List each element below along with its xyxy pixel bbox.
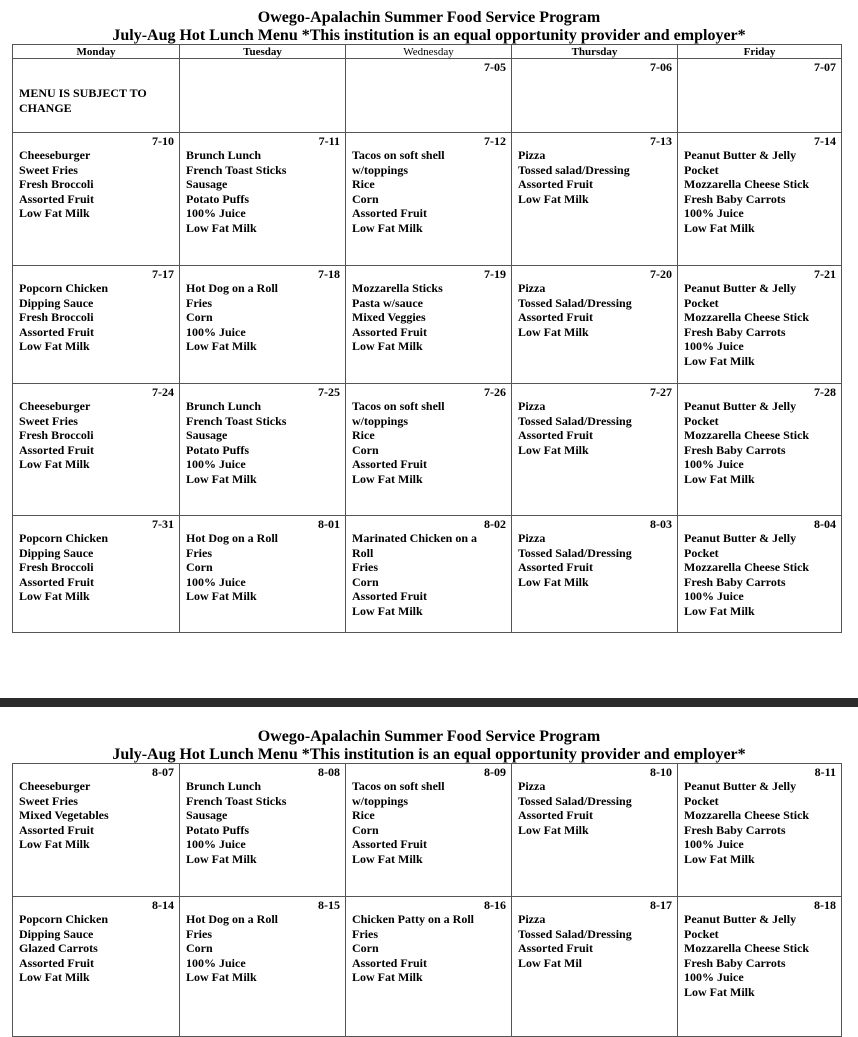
menu-item: Peanut Butter & Jelly — [684, 912, 797, 926]
menu-items — [180, 399, 345, 487]
menu-item: Dipping Sauce — [19, 926, 94, 941]
menu-item: Assorted Fruit — [19, 955, 94, 970]
menu-item: 100% Juice — [684, 339, 744, 354]
menu-item: Peanut Butter & Jelly — [684, 148, 797, 162]
day-cell — [346, 59, 512, 133]
day-cell — [678, 897, 842, 1037]
menu-item: Low Fat Milk — [19, 970, 90, 985]
menu-item: Corn — [352, 941, 379, 956]
menu-item: Low Fat Milk — [19, 837, 90, 852]
menu-item: Pizza — [518, 779, 546, 793]
menu-item: Tacos on soft shell — [352, 148, 445, 162]
day-cell — [346, 764, 512, 897]
menu-item: Mozzarella Cheese Stick — [684, 808, 810, 823]
menu-item: Low Fat Milk — [684, 471, 755, 486]
menu-items — [512, 148, 677, 206]
date-label: 8-09 — [484, 765, 506, 779]
menu-items — [346, 399, 511, 487]
menu-item: Fresh Baby Carrots — [684, 324, 786, 339]
day-cell — [346, 516, 512, 633]
menu-item: Low Fat Milk — [352, 603, 423, 618]
menu-item: Chicken Patty on a Roll — [352, 912, 475, 926]
date-label: 7-11 — [318, 134, 340, 148]
menu-item: Brunch Lunch — [186, 399, 262, 413]
menu-item: Fresh Broccoli — [19, 177, 94, 192]
menu-item: Fresh Broccoli — [19, 560, 94, 575]
day-cell — [678, 516, 842, 633]
menu-item: Fresh Baby Carrots — [684, 191, 786, 206]
menu-item: Corn — [352, 191, 379, 206]
menu-item: Cheeseburger — [19, 148, 91, 162]
menu-items — [346, 779, 511, 867]
date-label: 8-08 — [318, 765, 340, 779]
menu-item: Assorted Fruit — [352, 837, 427, 852]
date-label: 7-25 — [318, 385, 340, 399]
menu-item: Popcorn Chicken — [19, 281, 109, 295]
date-label: 7-13 — [650, 134, 672, 148]
menu-item: Mixed Veggies — [352, 310, 426, 325]
menu-item: Mozzarella Cheese Stick — [684, 177, 810, 192]
menu-item: 100% Juice — [186, 206, 246, 221]
day-cell — [180, 384, 346, 516]
menu-item: Fresh Baby Carrots — [684, 442, 786, 457]
day-cell — [678, 59, 842, 133]
date-label: 7-21 — [814, 267, 836, 281]
header-wednesday: Wednesday — [346, 45, 512, 59]
menu-item: Low Fat Milk — [186, 589, 257, 604]
page2-menu-table — [12, 763, 842, 1037]
day-cell — [13, 516, 180, 633]
menu-item: Mozzarella Cheese Stick — [684, 941, 810, 956]
menu-items — [13, 779, 179, 852]
menu-item: Hot Dog on a Roll — [186, 281, 279, 295]
menu-item: Assorted Fruit — [352, 324, 427, 339]
menu-items — [346, 912, 511, 985]
menu-item: w/toppings — [352, 793, 409, 808]
menu-item: Dipping Sauce — [19, 545, 94, 560]
menu-item: Peanut Butter & Jelly — [684, 779, 797, 793]
day-cell — [13, 133, 180, 266]
day-cell — [346, 897, 512, 1037]
menu-item: Low Fat Milk — [684, 603, 755, 618]
day-cell — [13, 764, 180, 897]
menu-item: Low Fat Milk — [518, 574, 589, 589]
day-cell — [180, 59, 346, 133]
menu-item: Tossed Salad/Dressing — [518, 545, 632, 560]
day-cell — [678, 384, 842, 516]
menu-item: Low Fat Milk — [352, 970, 423, 985]
menu-item: Low Fat Milk — [518, 324, 589, 339]
day-cell — [13, 384, 180, 516]
menu-items — [512, 281, 677, 339]
day-cell — [512, 384, 678, 516]
menu-item: Fries — [186, 926, 212, 941]
date-label: 8-16 — [484, 898, 506, 912]
menu-item: Corn — [186, 310, 213, 325]
date-label: 7-12 — [484, 134, 506, 148]
date-label: 7-26 — [484, 385, 506, 399]
menu-item: Tossed Salad/Dressing — [518, 295, 632, 310]
menu-item: Peanut Butter & Jelly — [684, 281, 797, 295]
menu-item: Mozzarella Sticks — [352, 281, 443, 295]
menu-item: Assorted Fruit — [19, 822, 94, 837]
week0-row — [13, 59, 842, 133]
day-cell — [13, 59, 180, 133]
menu-item: Assorted Fruit — [518, 941, 593, 956]
menu-items — [13, 912, 179, 985]
menu-item: Low Fat Milk — [518, 442, 589, 457]
menu-item: Pizza — [518, 148, 546, 162]
menu-item: Fries — [352, 560, 378, 575]
day-cell — [180, 266, 346, 384]
menu-item: French Toast Sticks — [186, 162, 287, 177]
menu-items — [346, 531, 511, 619]
menu-item: w/toppings — [352, 413, 409, 428]
date-label: 8-07 — [152, 765, 174, 779]
menu-item: 100% Juice — [684, 837, 744, 852]
menu-item: Hot Dog on a Roll — [186, 531, 279, 545]
menu-item: Assorted Fruit — [19, 324, 94, 339]
menu-item: Peanut Butter & Jelly — [684, 399, 797, 413]
menu-item: Assorted Fruit — [352, 589, 427, 604]
menu-item: Low Fat Milk — [186, 339, 257, 354]
menu-item: Low Fat Milk — [186, 471, 257, 486]
menu-item: Mozzarella Cheese Stick — [684, 310, 810, 325]
day-cell — [678, 764, 842, 897]
menu-item: Rice — [352, 428, 375, 443]
menu-item: Corn — [352, 574, 379, 589]
menu-items — [678, 779, 841, 867]
day-cell — [512, 266, 678, 384]
menu-item: 100% Juice — [684, 970, 744, 985]
menu-item: Low Fat Milk — [186, 220, 257, 235]
week-row — [13, 897, 842, 1037]
menu-item: Pocket — [684, 413, 719, 428]
menu-item: Low Fat Milk — [352, 471, 423, 486]
menu-items — [512, 912, 677, 970]
menu-item: Low Fat Milk — [19, 457, 90, 472]
menu-item: Sweet Fries — [19, 413, 78, 428]
day-cell — [512, 764, 678, 897]
menu-item: Cheeseburger — [19, 399, 91, 413]
menu-item: Assorted Fruit — [518, 560, 593, 575]
menu-items — [678, 912, 841, 1000]
menu-item: Brunch Lunch — [186, 779, 262, 793]
menu-item: Low Fat Milk — [352, 220, 423, 235]
date-label: 7-24 — [152, 385, 174, 399]
menu-items — [678, 531, 841, 619]
menu-item: Low Fat Milk — [684, 353, 755, 368]
date-label: 7-27 — [650, 385, 672, 399]
menu-item: Corn — [186, 560, 213, 575]
date-label: 8-11 — [814, 765, 836, 779]
menu-items — [512, 531, 677, 589]
menu-item: Tossed Salad/Dressing — [518, 413, 632, 428]
menu-item: Rice — [352, 177, 375, 192]
menu-item: Low Fat Milk — [352, 339, 423, 354]
date-label: 8-02 — [484, 517, 506, 531]
date-label: 8-15 — [318, 898, 340, 912]
day-cell — [512, 133, 678, 266]
menu-item: Fresh Baby Carrots — [684, 822, 786, 837]
menu-item: Low Fat Milk — [352, 851, 423, 866]
date-label: 7-19 — [484, 267, 506, 281]
menu-item: Assorted Fruit — [352, 206, 427, 221]
page1-title: Owego-Apalachin Summer Food Service Program — [257, 9, 601, 26]
menu-item: Assorted Fruit — [518, 428, 593, 443]
date-label: 8-04 — [814, 517, 836, 531]
date-label: 8-01 — [318, 517, 340, 531]
menu-item: 100% Juice — [684, 206, 744, 221]
menu-item: Assorted Fruit — [518, 310, 593, 325]
menu-item: Low Fat Milk — [186, 851, 257, 866]
page1-subtitle: July-Aug Hot Lunch Menu *This institution is an equal opportunity provider and employer* — [112, 27, 746, 44]
menu-item: Low Fat Milk — [186, 970, 257, 985]
day-cell — [180, 764, 346, 897]
menu-items — [512, 779, 677, 837]
date-label: 7-18 — [318, 267, 340, 281]
header-thursday: Thursday — [512, 45, 678, 59]
menu-item: Sweet Fries — [19, 162, 78, 177]
menu-item: Brunch Lunch — [186, 148, 262, 162]
menu-item: Tossed Salad/Dressing — [518, 926, 632, 941]
menu-item: Corn — [352, 442, 379, 457]
menu-item: Fries — [186, 295, 212, 310]
menu-item: Rice — [352, 808, 375, 823]
menu-item: Assorted Fruit — [352, 457, 427, 472]
menu-item: 100% Juice — [186, 837, 246, 852]
menu-item: Pocket — [684, 793, 719, 808]
menu-item: Low Fat Milk — [684, 984, 755, 999]
menu-items — [13, 531, 179, 604]
menu-item: Pizza — [518, 281, 546, 295]
menu-item: Sweet Fries — [19, 793, 78, 808]
menu-item: Roll — [352, 545, 374, 560]
header-monday: Monday — [13, 45, 180, 59]
date-label: 8-17 — [650, 898, 672, 912]
menu-item: Hot Dog on a Roll — [186, 912, 279, 926]
date-label: 8-10 — [650, 765, 672, 779]
page-divider — [0, 698, 858, 707]
menu-item: Pocket — [684, 295, 719, 310]
menu-item: Fresh Broccoli — [19, 428, 94, 443]
date-label: 7-14 — [814, 134, 836, 148]
menu-item: Potato Puffs — [186, 442, 249, 457]
menu-item: Peanut Butter & Jelly — [684, 531, 797, 545]
menu-item: Low Fat Mil — [518, 955, 582, 970]
menu-item: Assorted Fruit — [352, 955, 427, 970]
date-label: 7-07 — [814, 60, 836, 74]
week-row — [13, 764, 842, 897]
menu-item: Sausage — [186, 177, 228, 192]
menu-item: w/toppings — [352, 162, 409, 177]
menu-item: Low Fat Milk — [19, 206, 90, 221]
menu-item: Mixed Vegetables — [19, 808, 109, 823]
day-cell — [346, 133, 512, 266]
day-cell — [346, 266, 512, 384]
menu-item: Pizza — [518, 399, 546, 413]
menu-item: Popcorn Chicken — [19, 912, 109, 926]
day-cell — [512, 59, 678, 133]
menu-items — [512, 399, 677, 457]
menu-item: Popcorn Chicken — [19, 531, 109, 545]
date-label: 7-17 — [152, 267, 174, 281]
day-cell — [512, 516, 678, 633]
date-label: 7-31 — [152, 517, 174, 531]
menu-item: Marinated Chicken on a — [352, 531, 478, 545]
date-label: 7-10 — [152, 134, 174, 148]
menu-item: Tossed salad/Dressing — [518, 162, 630, 177]
menu-item: Low Fat Milk — [684, 851, 755, 866]
header-tuesday: Tuesday — [180, 45, 346, 59]
menu-item: Tacos on soft shell — [352, 399, 445, 413]
day-cell — [180, 897, 346, 1037]
menu-item: Pocket — [684, 162, 719, 177]
menu-item: 100% Juice — [684, 457, 744, 472]
menu-item: Tacos on soft shell — [352, 779, 445, 793]
menu-item: Pizza — [518, 531, 546, 545]
menu-item: Mozzarella Cheese Stick — [684, 428, 810, 443]
menu-item: Potato Puffs — [186, 191, 249, 206]
date-label: 8-14 — [152, 898, 174, 912]
menu-items — [13, 281, 179, 354]
menu-item: Low Fat Milk — [518, 822, 589, 837]
page2-title: Owego-Apalachin Summer Food Service Program — [257, 728, 601, 745]
menu-items — [13, 399, 179, 472]
menu-items — [13, 148, 179, 221]
menu-item: Assorted Fruit — [518, 808, 593, 823]
day-cell — [678, 133, 842, 266]
date-label: 7-05 — [484, 60, 506, 74]
menu-item: Fresh Baby Carrots — [684, 574, 786, 589]
week-row — [13, 516, 842, 633]
menu-item: Assorted Fruit — [518, 177, 593, 192]
menu-items — [180, 779, 345, 867]
menu-item: 100% Juice — [186, 324, 246, 339]
menu-item: Fries — [352, 926, 378, 941]
day-cell — [180, 133, 346, 266]
menu-item: Pocket — [684, 926, 719, 941]
menu-items — [180, 148, 345, 236]
menu-item: Fresh Broccoli — [19, 310, 94, 325]
menu-item: Glazed Carrots — [19, 941, 98, 956]
day-cell — [180, 516, 346, 633]
menu-item: Low Fat Milk — [684, 220, 755, 235]
menu-item: Pocket — [684, 545, 719, 560]
menu-item: Low Fat Milk — [518, 191, 589, 206]
week-row — [13, 266, 842, 384]
menu-item: Low Fat Milk — [19, 589, 90, 604]
menu-item: Pasta w/sauce — [352, 295, 423, 310]
day-cell — [512, 897, 678, 1037]
menu-item: 100% Juice — [186, 955, 246, 970]
menu-item: Potato Puffs — [186, 822, 249, 837]
menu-item: Cheeseburger — [19, 779, 91, 793]
menu-item: 100% Juice — [186, 574, 246, 589]
menu-items — [346, 148, 511, 236]
menu-item: Mozzarella Cheese Stick — [684, 560, 810, 575]
menu-item: Tossed Salad/Dressing — [518, 793, 632, 808]
page1-menu-table — [12, 44, 842, 633]
date-label: 7-06 — [650, 60, 672, 74]
menu-item: 100% Juice — [684, 589, 744, 604]
menu-item: Low Fat Milk — [19, 339, 90, 354]
day-header-row — [13, 45, 842, 59]
date-label: 7-20 — [650, 267, 672, 281]
menu-item: Assorted Fruit — [19, 191, 94, 206]
menu-item: Corn — [186, 941, 213, 956]
page2-subtitle: July-Aug Hot Lunch Menu *This institution is an equal opportunity provider and employer* — [112, 746, 746, 763]
menu-item: Fries — [186, 545, 212, 560]
menu-item: French Toast Sticks — [186, 793, 287, 808]
menu-items — [180, 281, 345, 354]
day-cell — [13, 266, 180, 384]
menu-item: Assorted Fruit — [19, 574, 94, 589]
menu-item: Pizza — [518, 912, 546, 926]
date-label: 8-18 — [814, 898, 836, 912]
date-label: 7-28 — [814, 385, 836, 399]
menu-item: 100% Juice — [186, 457, 246, 472]
menu-items — [180, 531, 345, 604]
menu-items — [180, 912, 345, 985]
week-row — [13, 133, 842, 266]
menu-item: Dipping Sauce — [19, 295, 94, 310]
menu-items — [678, 281, 841, 369]
menu-item: Assorted Fruit — [19, 442, 94, 457]
menu-items — [678, 399, 841, 487]
date-label: 8-03 — [650, 517, 672, 531]
menu-item: Fresh Baby Carrots — [684, 955, 786, 970]
menu-item: Sausage — [186, 428, 228, 443]
header-friday: Friday — [678, 45, 842, 59]
menu-items — [346, 281, 511, 354]
week-row — [13, 384, 842, 516]
day-cell — [13, 897, 180, 1037]
menu-items — [678, 148, 841, 236]
menu-item: Sausage — [186, 808, 228, 823]
day-cell — [678, 266, 842, 384]
menu-item: French Toast Sticks — [186, 413, 287, 428]
day-cell — [346, 384, 512, 516]
menu-item: Corn — [352, 822, 379, 837]
menu-change-notice: MENU IS SUBJECT TO CHANGE — [19, 86, 147, 115]
